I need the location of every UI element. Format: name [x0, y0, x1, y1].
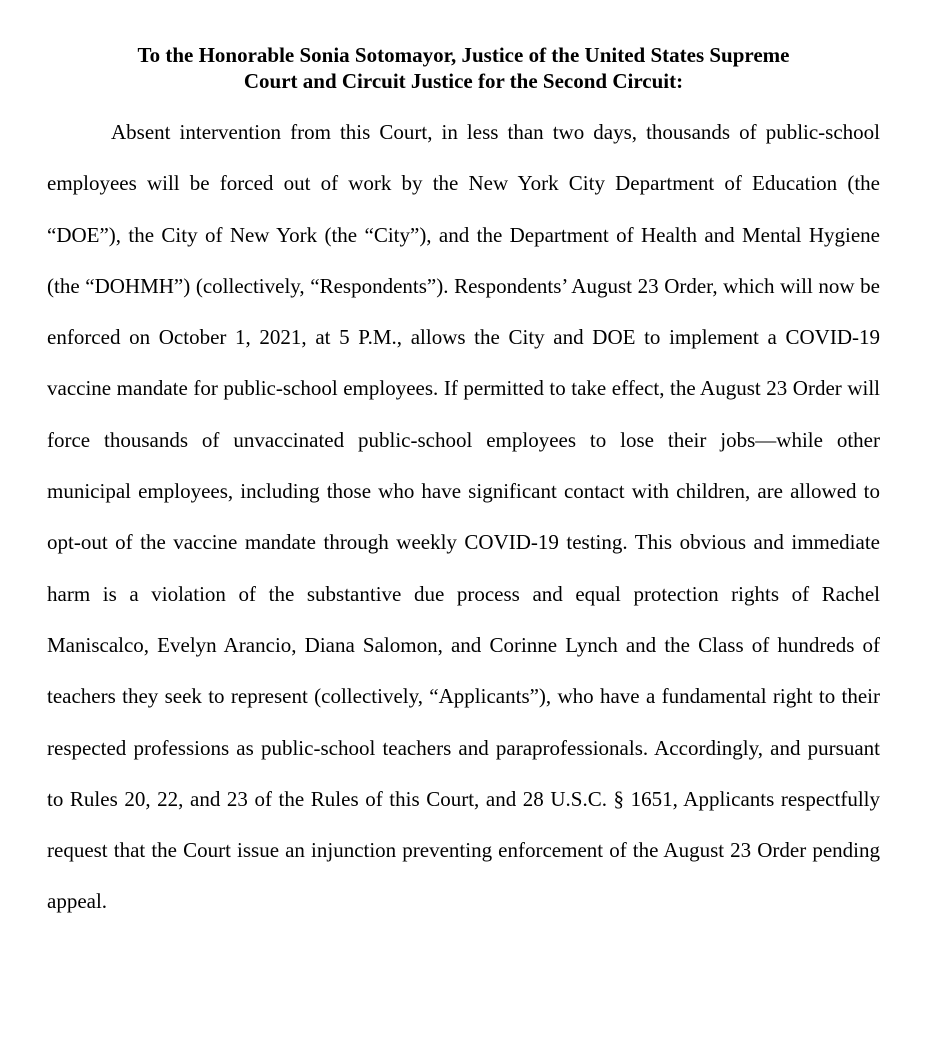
- heading-line-1: To the Honorable Sonia Sotomayor, Justice of the United States Supreme: [137, 43, 790, 67]
- document-heading: [47, 42, 880, 94]
- body-paragraph: Absent intervention from this Court, in less than two days, thousands of public-school employees will be forced out of work by the New York City Department of Education (the “DOE”), the City of New York (the “City”), and the Department of Health and Mental Hygiene (the “DOHMH”) (collectively, “Respondents”). Respondents’ August 23 Order, which will now be enforced on October 1, 2021, at 5 P.M., allows the City and DOE to implement a COVID-19 vaccine mandate for public-school employees. If permitted to take effect, the August 23 Order will force thousands of unvaccinated public-school employees to lose their jobs—while other municipal employees, including those who have significant contact with children, are allowed to opt-out of the vaccine mandate through weekly COVID-19 testing. This obvious and immediate harm is a violation of the substantive due process and equal protection rights of Rachel Maniscalco, Evelyn Arancio, Diana Salomon, and Corinne Lynch and the Class of hundreds of teachers they seek to represent (collectively, “Applicants”), who have a fundamental right to their respected professions as public-school teachers and paraprofessionals. Accordingly, and pursuant to Rules 20, 22, and 23 of the Rules of this Court, and 28 U.S.C. § 1651, Applicants respectfully request that the Court issue an injunction preventing enforcement of the August 23 Order pending appeal.: [47, 120, 880, 914]
- heading-line-2: Court and Circuit Justice for the Second Circuit:: [243, 69, 684, 93]
